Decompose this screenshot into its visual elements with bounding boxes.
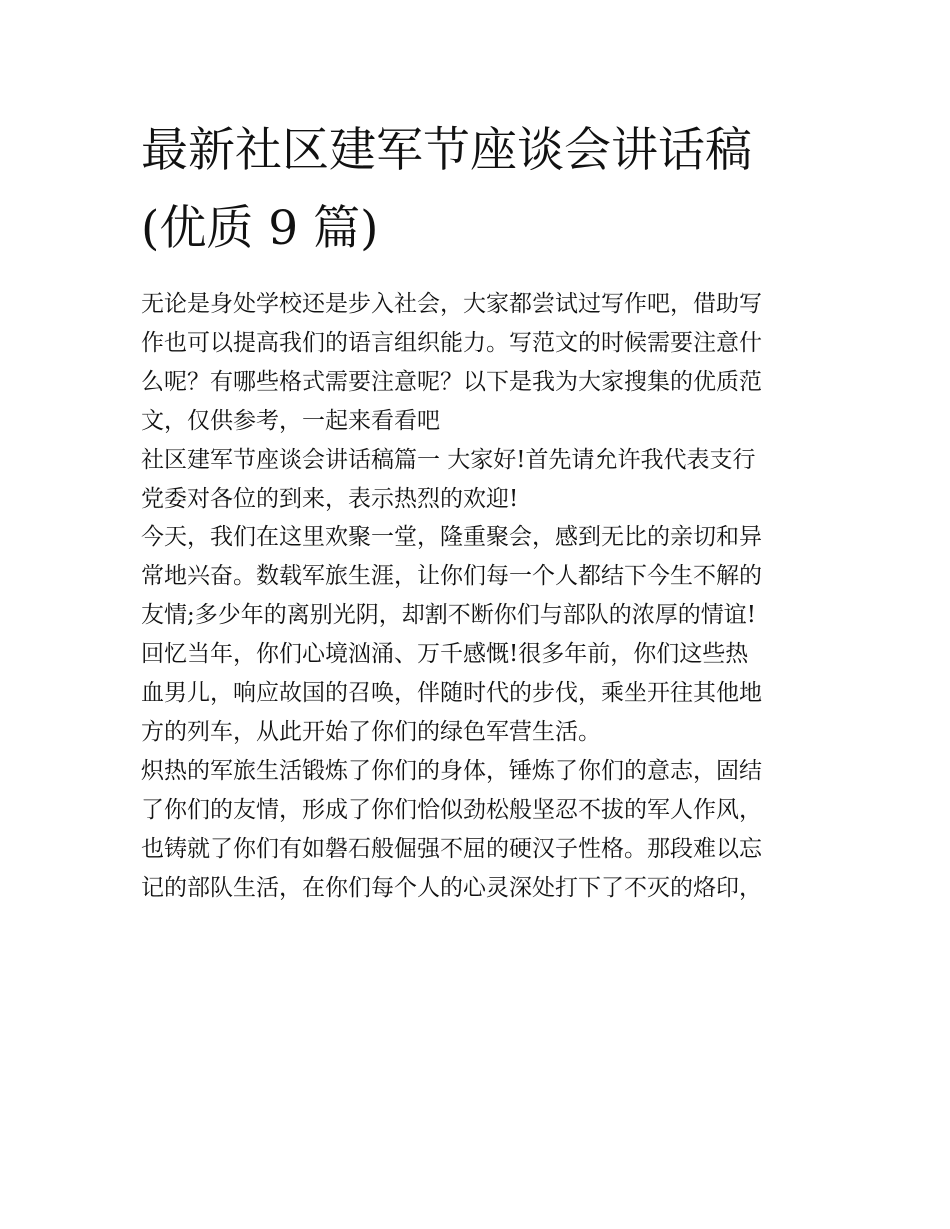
body-line: 无论是身处学校还是步入社会，大家都尝试过写作吧，借助写 [141, 291, 762, 317]
body-line: 方的列车，从此开始了你们的绿色军营生活。 [141, 718, 601, 745]
title-line: (优质 9 篇) [141, 201, 379, 256]
body-line: 党委对各位的到来，表示热烈的欢迎! [141, 485, 519, 512]
body-line: 了你们的友情，形成了你们恰似劲松般坚忍不拔的军人作风， [141, 796, 762, 823]
document-title [141, 112, 821, 268]
body-line: 友情;多少年的离别光阴，却割不断你们与部队的浓厚的情谊! [141, 602, 756, 629]
body-line: 作也可以提高我们的语言组织能力。写范文的时候需要注意什 [141, 329, 762, 356]
body-line: 今天，我们在这里欢聚一堂，隆重聚会，感到无比的亲切和异 [141, 524, 762, 551]
body-line: 血男儿，响应故国的召唤，伴随时代的步伐，乘坐开往其他地 [141, 680, 762, 707]
body-line: 也铸就了你们有如磐石般倔强不屈的硬汉子性格。那段难以忘 [141, 835, 762, 862]
body-line: 常地兴奋。数载军旅生涯，让你们每一个人都结下今生不解的 [141, 563, 762, 590]
document-body [141, 285, 817, 908]
body-line: 回忆当年，你们心境汹涌、万千感慨!很多年前，你们这些热 [141, 641, 749, 668]
body-line: 炽热的军旅生活锻炼了你们的身体，锤炼了你们的意志，固结 [141, 757, 762, 784]
body-line: 文，仅供参考，一起来看看吧 [141, 407, 440, 434]
title-line: 最新社区建军节座谈会讲话稿 [141, 123, 752, 178]
body-line: 社区建军节座谈会讲话稿篇一 大家好!首先请允许我代表支行 [141, 446, 756, 473]
body-line: 么呢？有哪些格式需要注意呢？以下是我为大家搜集的优质范 [141, 368, 762, 395]
body-line: 记的部队生活，在你们每个人的心灵深处打下了不灭的烙印， [141, 874, 762, 901]
